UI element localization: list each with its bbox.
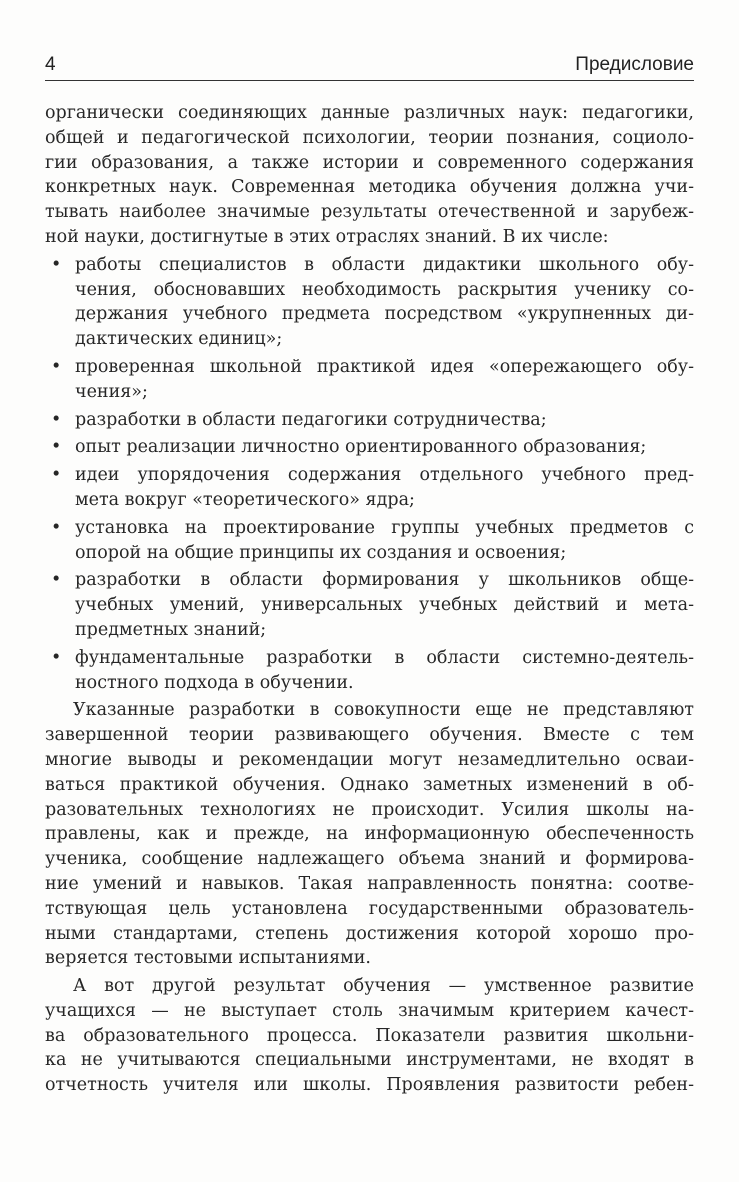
text-line: органически соединяющих данные различных наук: педагогики, xyxy=(45,103,694,123)
header-rule xyxy=(45,80,694,81)
text-line: ученика, сообщение надлежащего объема знаний и формирова- xyxy=(45,849,694,870)
list-item xyxy=(45,253,694,352)
text-line: идеи упорядочения содержания отдельного учебного пред- xyxy=(75,465,694,486)
text-line: опорой на общие принципы их создания и освоения; xyxy=(75,542,567,563)
text-line: установка на проектирование группы учебных предметов с xyxy=(75,517,694,538)
text-line: дактических единиц»; xyxy=(75,329,283,350)
text-line: тывать наиболее значимые результаты отечественной и зарубеж- xyxy=(45,202,694,223)
text-line: держания учебного предмета посредством «укрупненных ди- xyxy=(75,304,694,325)
text-line: разработки в области педагогики сотрудничества; xyxy=(75,409,547,430)
text-line: конкретных наук. Современная методика обучения должна учи- xyxy=(45,177,694,198)
text-line: разовательных технологиях не происходит. Усилия школы на- xyxy=(45,799,694,820)
text-line: чения»; xyxy=(75,381,148,402)
list-item xyxy=(45,568,694,642)
text-line: предметных знаний; xyxy=(75,619,267,640)
list-item xyxy=(45,408,694,433)
text-line: веряется тестовыми испытаниями. xyxy=(45,948,371,969)
text-line: многие выводы и рекомендации могут незамедлительно осваи- xyxy=(45,749,694,770)
list-item xyxy=(45,516,694,566)
list-item xyxy=(45,435,694,460)
text-line: правлены, как и прежде, на информационную обеспеченность xyxy=(45,824,694,845)
paragraph xyxy=(45,974,694,1098)
text-line: тствующая цель установлена государственными образователь- xyxy=(45,898,694,919)
bullet-marker: • xyxy=(51,356,62,377)
text-line: ние умений и навыков. Такая направленность понятна: соотве- xyxy=(45,873,694,894)
list-item xyxy=(45,355,694,405)
text-line: общей и педагогической психологии, теории познания, социоло- xyxy=(45,127,694,148)
text-line: учащихся — не выступает столь значимым критерием качест- xyxy=(45,1000,694,1021)
text-line: ка не учитываются специальными инструментами, не входят в xyxy=(45,1050,694,1071)
text-line: работы специалистов в области дидактики школьного обу- xyxy=(75,254,694,275)
bullet-marker: • xyxy=(51,254,62,275)
body-text xyxy=(45,101,694,1098)
text-line: ва образовательного процесса. Показатели развития школьни- xyxy=(45,1025,694,1046)
page-number: 4 xyxy=(45,54,56,75)
bullet-marker: • xyxy=(51,465,62,486)
intro-paragraph xyxy=(45,101,694,250)
bullet-marker: • xyxy=(51,647,62,668)
bullet-list xyxy=(45,253,694,696)
running-head xyxy=(45,54,694,76)
text-line: А вот другой результат обучения — умственное развитие xyxy=(73,976,694,997)
text-line: учебных умений, универсальных учебных действий и мета- xyxy=(75,595,694,616)
text-line: ваться практикой обучения. Однако заметных изменений в об- xyxy=(45,774,694,795)
text-line: отчетность учителя или школы. Проявления развитости ребен- xyxy=(45,1075,694,1096)
text-line: гии образования, а также истории и современного содержания xyxy=(45,152,694,173)
bullet-marker: • xyxy=(51,409,62,430)
text-line: разработки в области формирования у школьников обще- xyxy=(75,570,694,591)
list-item xyxy=(45,463,694,513)
paragraph xyxy=(45,698,694,971)
text-line: ной науки, достигнутые в этих отраслях знаний. В их числе: xyxy=(45,226,609,247)
text-line: мета вокруг «теоретического» ядра; xyxy=(75,489,415,510)
bullet-marker: • xyxy=(51,517,62,538)
text-line: опыт реализации личностно ориентированного образования; xyxy=(75,437,647,458)
text-line: чения, обосновавших необходимость раскрытия ученику со- xyxy=(75,279,694,300)
text-line: фундаментальные разработки в области системно-деятель- xyxy=(75,647,694,668)
section-title: Предисловие xyxy=(575,54,694,75)
bullet-marker: • xyxy=(51,570,62,591)
text-line: завершенной теории развивающего обучения. Вместе с тем xyxy=(45,725,694,746)
bullet-marker: • xyxy=(51,437,62,458)
text-line: проверенная школьной практикой идея «опережающего обу- xyxy=(75,356,694,377)
list-item xyxy=(45,646,694,696)
text-line: Указанные разработки в совокупности еще не представляют xyxy=(73,700,694,721)
text-line: ностного подхода в обучении. xyxy=(75,672,354,693)
text-line: ными стандартами, степень достижения которой хорошо про- xyxy=(45,923,694,944)
